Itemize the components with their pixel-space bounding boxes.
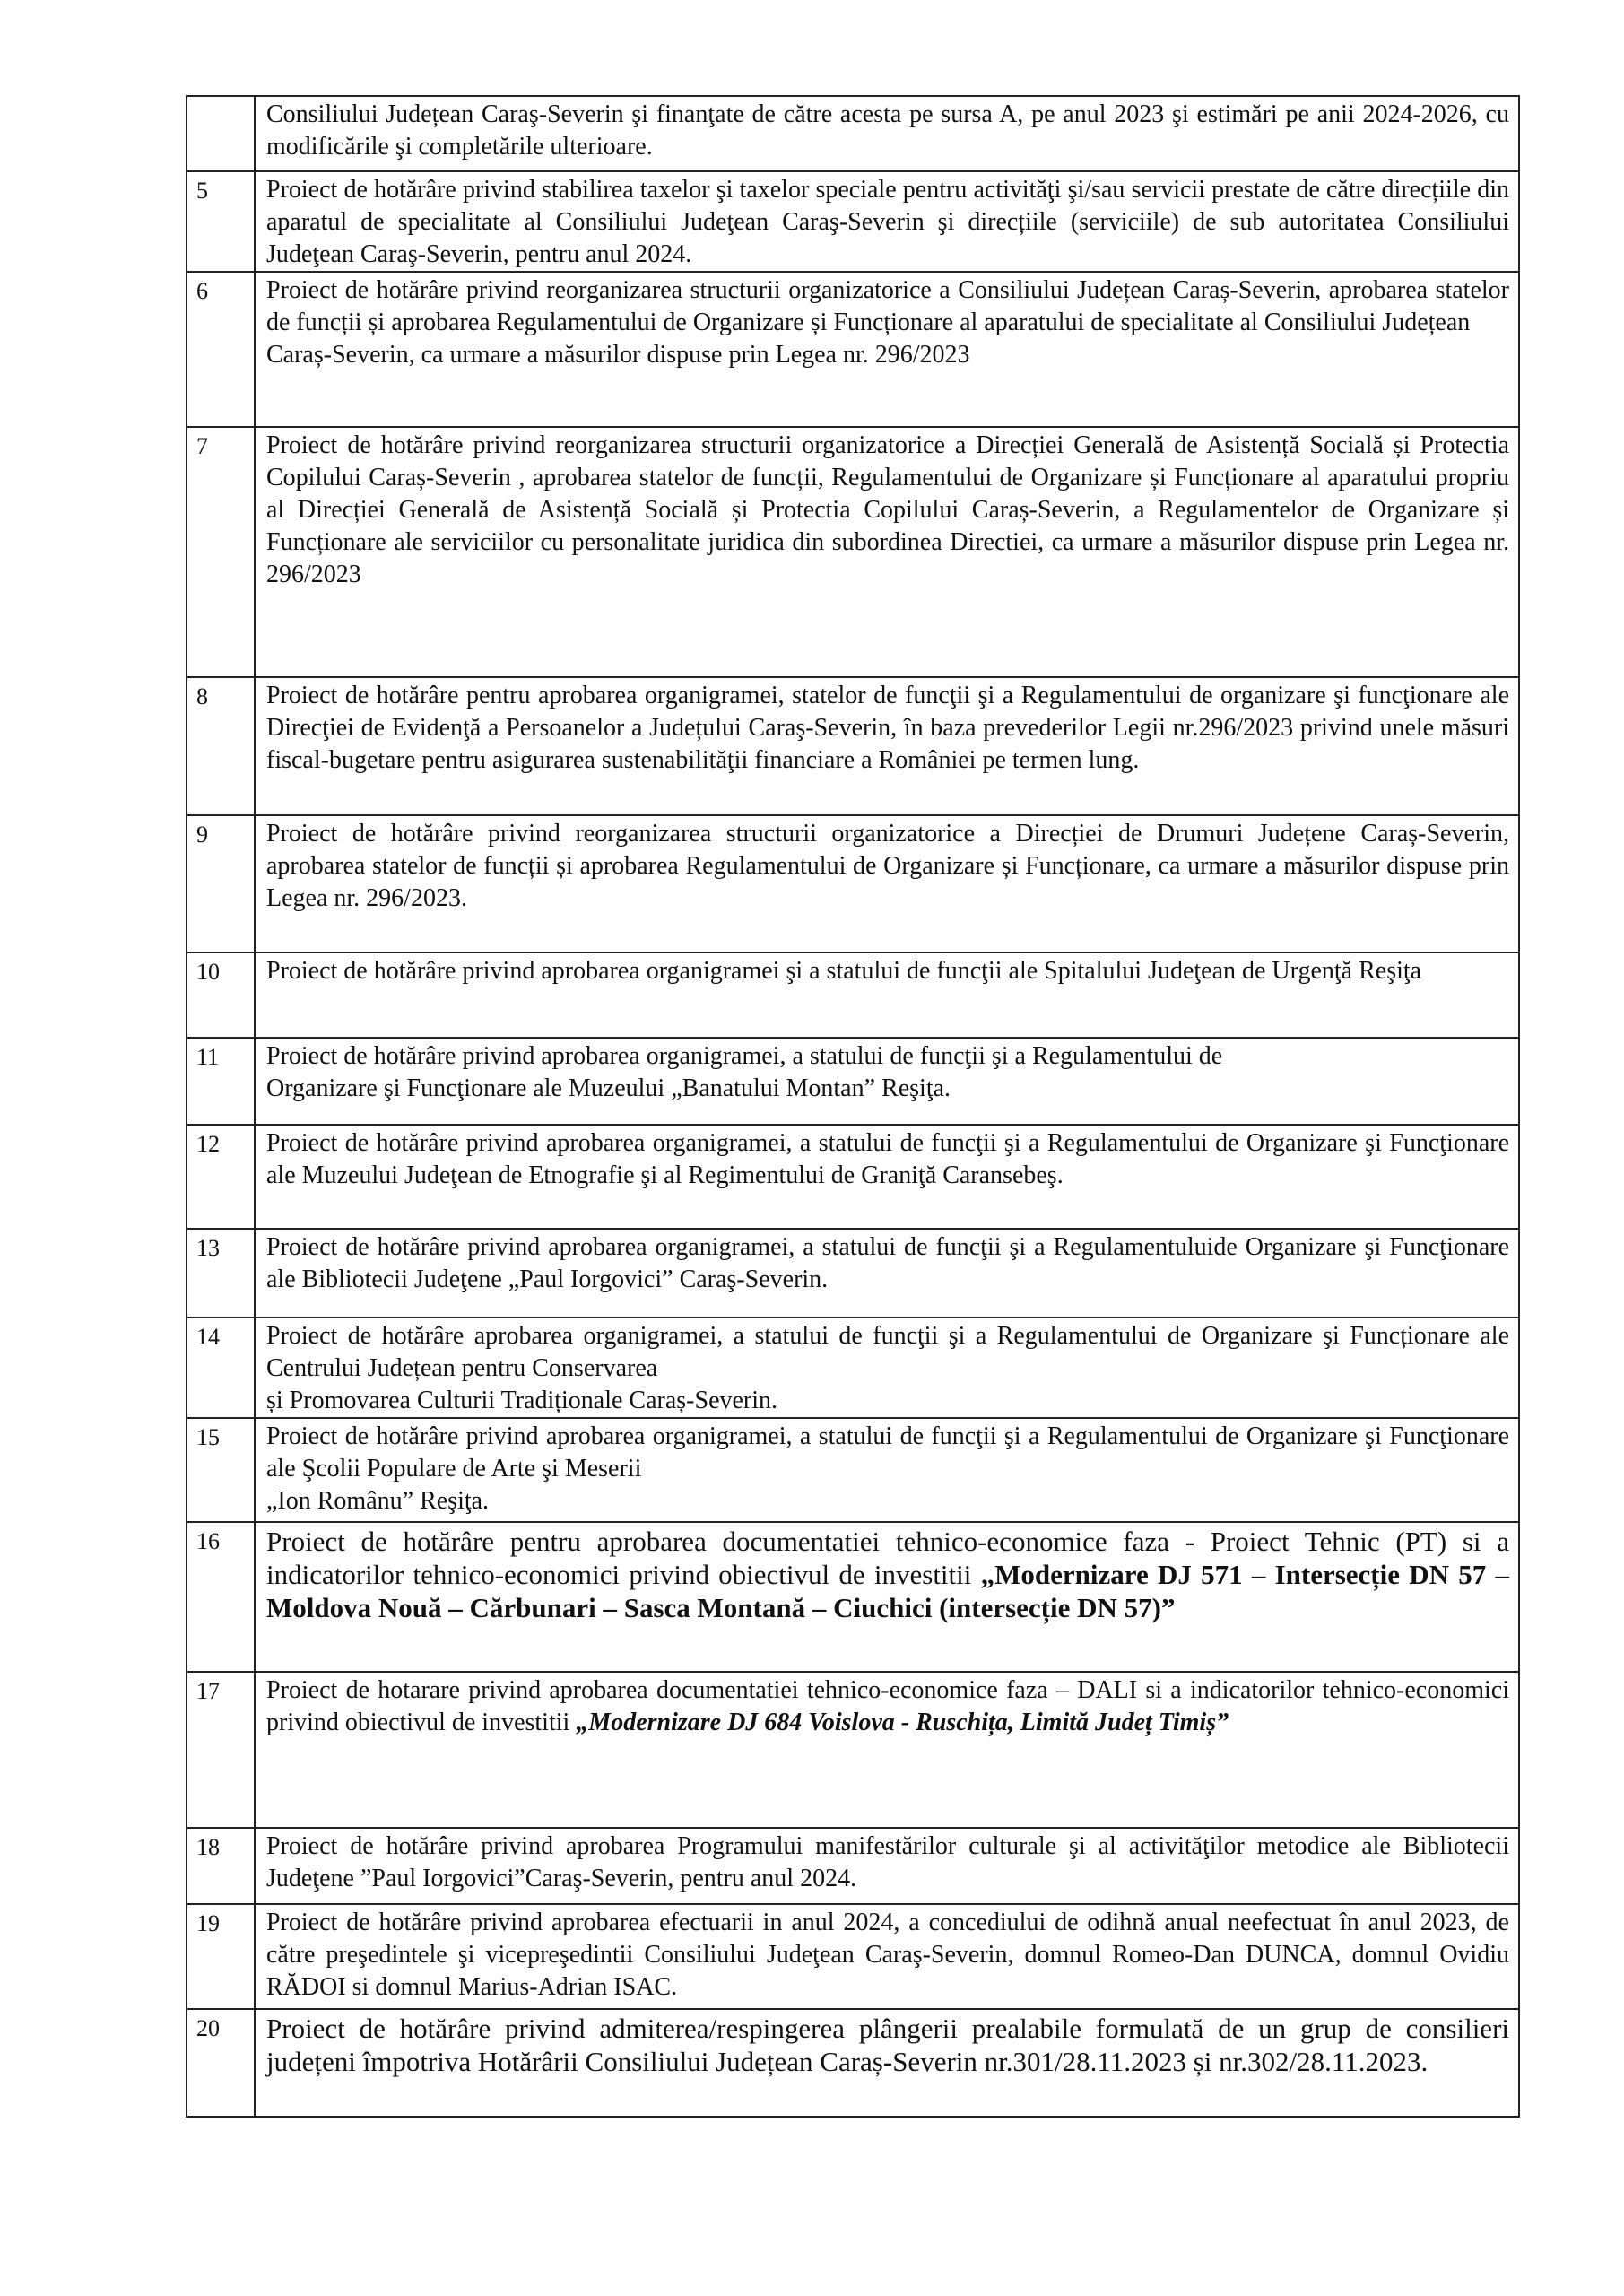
item-text-line: Caraș-Severin, ca urmare a măsurilor dispuse prin Legea nr. 296/2023: [266, 341, 970, 369]
table-row: [187, 1904, 1519, 2009]
table-row: [187, 952, 1519, 1038]
item-text-line: Proiect de hotărâre aprobarea organigramei, a statului de funcţii şi a Regulamentului de Organizare şi Funcționare ale Centrului Județean pentru Conservarea: [266, 1322, 1509, 1382]
item-text: [255, 1522, 1519, 1672]
item-number: 18: [187, 1828, 255, 1904]
table-row: [187, 1828, 1519, 1904]
item-text: Proiect de hotărâre privind reorganizarea structurii organizatorice a Direcției Generală de Asistență Socială și Protectia Copilului Caraș-Severin , aprobarea statelor de funcții, Regulamentului de Organizare și Funcționare al aparatului propriu al Direcției Generală de Asistență Socială și Protectia Copilului Caraș-Severin, a Regulamentelor de Organizare și Funcționare ale serviciilor cu personalitate juridica din subordinea Directiei, ca urmare a măsurilor dispuse prin Legea nr. 296/2023: [255, 427, 1519, 677]
item-text-plain: Proiect de hotarare privind aprobarea documentatiei tehnico-economice faza – DALI si a indicatorilor tehnico-economici privind obiectivul de investitii: [266, 1676, 1509, 1736]
item-text: Proiect de hotărâre privind aprobarea organigramei, a statului de funcţii şi a Regulamentului de Organizare şi Funcţionare ale Muzeului Judeţean de Etnografie şi al Regimentului de Graniţă Caransebeş.: [255, 1125, 1519, 1229]
item-number: 7: [187, 427, 255, 677]
table-row: [187, 677, 1519, 815]
item-number: 16: [187, 1522, 255, 1672]
item-text: [255, 272, 1519, 427]
item-text-line: „Ion Românu” Reşiţa.: [266, 1487, 490, 1515]
item-text: Proiect de hotărâre privind aprobarea Programului manifestărilor culturale şi al activităţilor metodice ale Bibliotecii Judeţene ”Paul Iorgovici”Caraş-Severin, pentru anul 2024.: [255, 1828, 1519, 1904]
table-row: [187, 2009, 1519, 2117]
item-text: Proiect de hotărâre pentru aprobarea organigramei, statelor de funcţii şi a Regulamentului de organizare şi funcţionare ale Direcţiei de Evidenţă a Persoanelor a Județului Caraş-Severin, în baza prevederilor Legii nr.296/2023 privind unele măsuri fiscal-bugetare pentru asigurarea sustenabilităţii financiare a României pe termen lung.: [255, 677, 1519, 815]
item-number: [187, 96, 255, 171]
item-text-line: Proiect de hotărâre privind reorganizarea structurii organizatorice a Consiliului Județean Caraș-Severin, aprobarea statelor de funcții și aprobarea Regulamentului de Organizare și Funcționare al aparatului de specialitate al Consiliului Județean: [266, 276, 1509, 336]
item-number: 10: [187, 952, 255, 1038]
item-text-line: Proiect de hotărâre privind aprobarea organigramei, a statului de funcţii şi a Regulamentului de: [266, 1042, 1223, 1070]
table-row: [187, 272, 1519, 427]
item-number: 15: [187, 1418, 255, 1522]
item-text-line: și Promovarea Culturii Tradiționale Caraș-Severin.: [266, 1387, 778, 1414]
table-row: [187, 1038, 1519, 1125]
table-row: [187, 815, 1519, 952]
item-number: 6: [187, 272, 255, 427]
item-text: [255, 1038, 1519, 1125]
table-row: [187, 1229, 1519, 1318]
item-text-line: Proiect de hotărâre privind aprobarea organigramei, a statului de funcţii şi a Regulamentului de Organizare şi Funcţionare ale Şcolii Populare de Arte şi Meserii: [266, 1422, 1509, 1483]
table-row: [187, 1318, 1519, 1418]
item-number: 11: [187, 1038, 255, 1125]
table-row: [187, 96, 1519, 171]
item-text: Consiliului Județean Caraş-Severin şi finanţate de către acesta pe sursa A, pe anul 2023 şi estimări pe anii 2024-2026, cu modificările şi completările ulterioare.: [255, 96, 1519, 171]
item-number: 9: [187, 815, 255, 952]
item-text: Proiect de hotărâre privind aprobarea organigramei, a statului de funcţii şi a Regulamentuluide Organizare şi Funcţionare ale Bibliotecii Judeţene „Paul Iorgovici” Caraş-Severin.: [255, 1229, 1519, 1318]
item-number: 19: [187, 1904, 255, 2009]
item-number: 12: [187, 1125, 255, 1229]
investment-objective-title: „Modernizare DJ 571 – Intersecție DN 57 – Moldova Nouă – Cărbunari – Sasca Montană – Ciuchici (intersecție DN 57)”: [266, 1559, 1509, 1623]
agenda-table: [186, 95, 1520, 2118]
item-text: [255, 1418, 1519, 1522]
item-number: 14: [187, 1318, 255, 1418]
item-text-line: Organizare şi Funcţionare ale Muzeului „Banatului Montan” Reşiţa.: [266, 1074, 951, 1102]
item-number: 20: [187, 2009, 255, 2117]
item-text: [255, 1672, 1519, 1828]
item-text: [255, 1318, 1519, 1418]
item-text: Proiect de hotărâre privind aprobarea organigramei şi a statului de funcţii ale Spitalului Judeţean de Urgenţă Reşiţa: [255, 952, 1519, 1038]
table-row: [187, 427, 1519, 677]
item-text-plain: Proiect de hotărâre pentru aprobarea documentatiei tehnico-economice faza - Proiect Tehnic (PT) si a indicatorilor tehnico-economici privind obiectivul de investitii: [266, 1526, 1509, 1590]
item-text: Proiect de hotărâre privind stabilirea taxelor şi taxelor speciale pentru activităţi şi/sau servicii prestate de către direcțiile din aparatul de specialitate al Consiliului Judeţean Caraş-Severin şi direcțiile (serviciile) de sub autoritatea Consiliului Judeţean Caraş-Severin, pentru anul 2024.: [255, 171, 1519, 272]
item-number: 13: [187, 1229, 255, 1318]
investment-objective-title: „Modernizare DJ 684 Voislova - Ruschița, Limită Județ Timiș”: [576, 1709, 1229, 1736]
item-number: 5: [187, 171, 255, 272]
table-row: [187, 1672, 1519, 1828]
item-text: Proiect de hotărâre privind admiterea/respingerea plângerii prealabile formulată de un grup de consilieri județeni împotriva Hotărârii Consiliului Județean Caraș-Severin nr.301/28.11.2023 și nr.302/28.11.2023.: [255, 2009, 1519, 2117]
item-number: 8: [187, 677, 255, 815]
item-text: Proiect de hotărâre privind aprobarea efectuarii in anul 2024, a concediului de odihnă anual neefectuat în anul 2023, de către preşedintele şi vicepreşedintii Consiliului Judeţean Caraş-Severin, domnul Romeo-Dan DUNCA, domnul Ovidiu RĂDOI si domnul Marius-Adrian ISAC.: [255, 1904, 1519, 2009]
table-row: [187, 1125, 1519, 1229]
table-row: [187, 1418, 1519, 1522]
table-row: [187, 171, 1519, 272]
item-text: Proiect de hotărâre privind reorganizarea structurii organizatorice a Direcției de Drumuri Județene Caraș-Severin, aprobarea statelor de funcții și aprobarea Regulamentului de Organizare și Funcționare, ca urmare a măsurilor dispuse prin Legea nr. 296/2023.: [255, 815, 1519, 952]
table-row: [187, 1522, 1519, 1672]
item-number: 17: [187, 1672, 255, 1828]
